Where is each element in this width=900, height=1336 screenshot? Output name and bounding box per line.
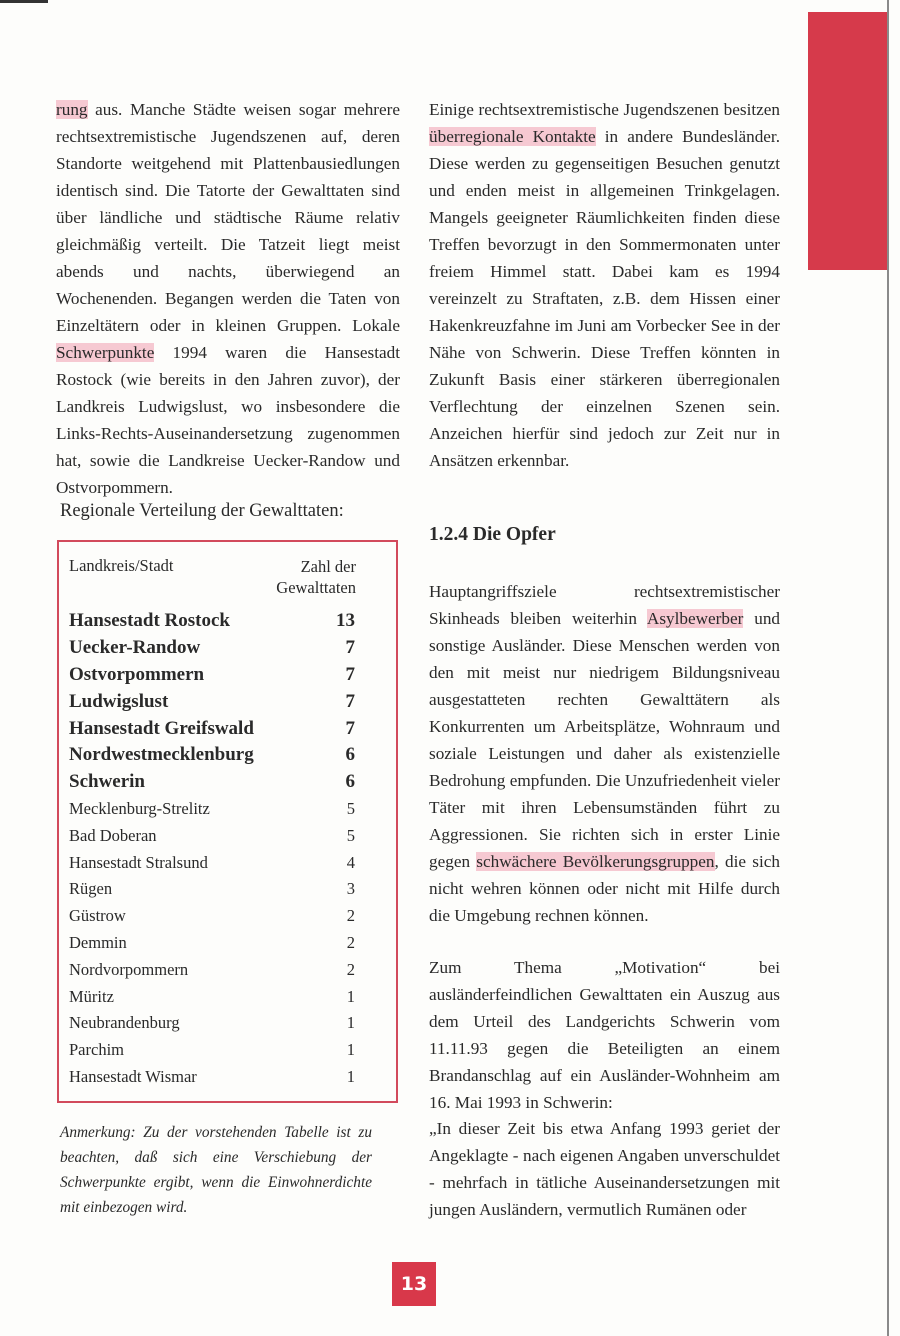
table-row bbox=[69, 769, 355, 796]
right-p1-b: in andere Bundesländer. Diese werden zu gegenseitigen Besuchen genutzt und enden meist in allgemeinen Trinkgelagen. Mangels geeigneter Räumlichkeiten finden diese Treffen bevorzugt in den Sommermonaten unter freiem Himmel statt. Dabei kam es 1994 vereinzelt zu Straftaten, z.B. dem Hissen einer Hakenkreuzfahne im Juni am Vorbecker See in der Nähe von Schwerin. Diese Treffen könnten in Zukunft Basis einer stärkeren überregionalen Verflechtung der einzelnen Szenen sein. Anzeichen hierfür sind jedoch zur Zeit nur in Ansätzen erkennbar. bbox=[429, 127, 780, 470]
right-paragraph-3 bbox=[429, 954, 780, 1116]
table-cell-count: 2 bbox=[346, 906, 355, 926]
table-cell-count: 7 bbox=[345, 663, 355, 685]
table-header-count-line2: Gewalttaten bbox=[276, 578, 356, 597]
table-row bbox=[69, 1064, 355, 1091]
table-rows bbox=[69, 608, 355, 1090]
table-cell-count: 1 bbox=[346, 1013, 355, 1033]
highlight-schwaechere-bevoelkerungsgruppen: schwächere Bevölkerungsgruppen bbox=[476, 852, 715, 871]
table-cell-count: 5 bbox=[346, 825, 355, 845]
chapter-tab bbox=[808, 12, 888, 270]
table-cell-count: 3 bbox=[346, 879, 355, 899]
table-cell-count: 2 bbox=[346, 932, 355, 952]
table-cell-count: 6 bbox=[345, 771, 355, 793]
table-cell-district: Uecker-Randow bbox=[69, 637, 201, 659]
table-cell-district: Rügen bbox=[69, 879, 113, 899]
page-number: 13 bbox=[392, 1262, 436, 1306]
table-cell-district: Hansestadt Stralsund bbox=[69, 852, 208, 872]
table-cell-district: Parchim bbox=[69, 1040, 124, 1060]
table-row bbox=[69, 688, 355, 715]
table-row bbox=[69, 742, 355, 769]
right-p2-b: und sonstige Ausländer. Diese Menschen werden von den mit meist nur niedrigem Bildungsniveau ausgestatteten rechten Gewalttätern als Konkurrenten um Arbeitsplätze, Wohnraum und soziale Leistungen und daher als existenzielle Bedrohung empfunden. Die Unzufriedenheit vieler Täter mit ihren Lebensumständen führt zu Aggressionen. Sie richten sich in erster Linie gegen bbox=[429, 609, 781, 871]
table-cell-count: 13 bbox=[336, 610, 355, 632]
highlight-ueberregionale-kontakte: überregionale Kontakte bbox=[429, 127, 596, 146]
section-heading-opfer: 1.2.4 Die Opfer bbox=[429, 524, 556, 545]
table-header-count bbox=[276, 556, 356, 598]
table-cell-district: Güstrow bbox=[69, 906, 126, 926]
corner-crop-mark bbox=[0, 0, 48, 3]
table-cell-count: 7 bbox=[345, 690, 355, 712]
table-row bbox=[69, 849, 355, 876]
right-paragraph-4 bbox=[429, 1115, 780, 1223]
table-cell-district: Bad Doberan bbox=[69, 825, 157, 845]
table-row bbox=[69, 983, 355, 1010]
table-cell-count: 6 bbox=[345, 744, 355, 766]
table-header-district: Landkreis/Stadt bbox=[69, 556, 174, 575]
left-text-a: aus. Manche Städte weisen sogar mehrere rechtsextremistische Jugendszenen auf, deren Standorte weitgehend mit Plattenbausiedlungen identisch sind. Die Tatorte der Gewalttaten sind über ländliche und städtische Räume relativ gleichmäßig verteilt. Die Tatzeit liegt meist abends und nachts, überwiegend an Wochenenden. Begangen werden die Taten von Einzeltätern oder in kleinen Gruppen. Lokale bbox=[56, 100, 400, 335]
right-paragraph-3-text: Zum Thema „Motivation“ bei ausländerfeindlichen Gewalttaten ein Auszug aus dem Urteil des Landgerichts Schwerin vom 11.11.93 gegen die Beteiligten an einem Brandanschlag auf ein Ausländer-Wohnheim am 16. Mai 1993 in Schwerin: bbox=[429, 958, 780, 1112]
table-cell-district: Nordwestmecklenburg bbox=[69, 744, 254, 766]
table-row bbox=[69, 635, 355, 662]
table-row bbox=[69, 822, 355, 849]
highlight-asylbewerber: Asylbewerber bbox=[646, 609, 744, 628]
left-column-text bbox=[56, 96, 400, 501]
table-note: Anmerkung: Zu der vorstehenden Tabelle ist zu beachten, daß sich eine Verschiebung der Schwerpunkte ergibt, wenn die Einwohnerdichte mit einbezogen wird. bbox=[60, 1124, 372, 1216]
table-cell-district: Demmin bbox=[69, 932, 127, 952]
right-paragraph-1-text bbox=[429, 96, 780, 474]
table-cell-district: Ludwigslust bbox=[69, 690, 169, 712]
table-row bbox=[69, 876, 355, 903]
table-cell-count: 1 bbox=[346, 1066, 355, 1086]
table-cell-count: 7 bbox=[345, 717, 355, 739]
table-row bbox=[69, 1037, 355, 1064]
table-cell-district: Mecklenburg-Strelitz bbox=[69, 798, 210, 818]
table-cell-district: Hansestadt Greifswald bbox=[69, 717, 254, 739]
table-cell-count: 7 bbox=[345, 637, 355, 659]
table-cell-district: Schwerin bbox=[69, 771, 145, 793]
left-text-b: 1994 waren die Hansestadt Rostock (wie bereits in den Jahren zuvor), der Landkreis Ludwigslust, wo insbesondere die Links-Rechts-Auseinandersetzung zugenommen hat, sowie die Landkreise Uecker-Randow und Ostvorpommern. bbox=[56, 343, 400, 497]
table-cell-district: Ostvorpommern bbox=[69, 663, 205, 685]
table-cell-district: Nordvorpommern bbox=[69, 959, 189, 979]
highlight-rung: rung bbox=[56, 100, 88, 119]
table-row bbox=[69, 903, 355, 930]
right-p2-a: Hauptangriffsziele rechtsextremistischer Skinheads bleiben weiterhin bbox=[429, 582, 780, 628]
left-paragraph bbox=[56, 96, 400, 501]
table-row bbox=[69, 956, 355, 983]
table-cell-district: Müritz bbox=[69, 986, 114, 1006]
right-paragraph-2 bbox=[429, 578, 780, 929]
right-p2-c: , die sich nicht wehren können oder nicht mit Hilfe durch die Umgebung rechnen können. bbox=[429, 852, 780, 925]
right-paragraph-2-text bbox=[429, 578, 780, 929]
table-cell-district: Neubrandenburg bbox=[69, 1013, 180, 1033]
table-cell-count: 1 bbox=[346, 1040, 355, 1060]
table-cell-count: 1 bbox=[346, 986, 355, 1006]
highlight-schwerpunkte: Schwerpunkte bbox=[56, 343, 155, 362]
right-p1-a: Einige rechtsextremistische Jugendszenen besitzen bbox=[429, 100, 780, 119]
table-row bbox=[69, 715, 355, 742]
table-row bbox=[69, 662, 355, 689]
violence-distribution-table bbox=[57, 540, 398, 1103]
table-row bbox=[69, 796, 355, 823]
right-paragraph-1 bbox=[429, 96, 780, 474]
page-edge-line bbox=[887, 0, 889, 1336]
table-cell-count: 5 bbox=[346, 798, 355, 818]
table-row bbox=[69, 930, 355, 957]
table-row bbox=[69, 608, 355, 635]
table-cell-count: 4 bbox=[346, 852, 355, 872]
table-cell-district: Hansestadt Wismar bbox=[69, 1066, 197, 1086]
table-cell-district: Hansestadt Rostock bbox=[69, 610, 230, 632]
table-cell-count: 2 bbox=[346, 959, 355, 979]
right-paragraph-4-text: „In dieser Zeit bis etwa Anfang 1993 geriet der Angeklagte - nach eigenen Angaben unverschuldet - mehrfach in tätliche Auseinandersetzungen mit jungen Ausländern, vermutlich Rumänen oder bbox=[429, 1119, 780, 1219]
table-row bbox=[69, 1010, 355, 1037]
table-title: Regionale Verteilung der Gewalttaten: bbox=[60, 501, 344, 521]
table-header-count-line1: Zahl der bbox=[300, 557, 356, 576]
